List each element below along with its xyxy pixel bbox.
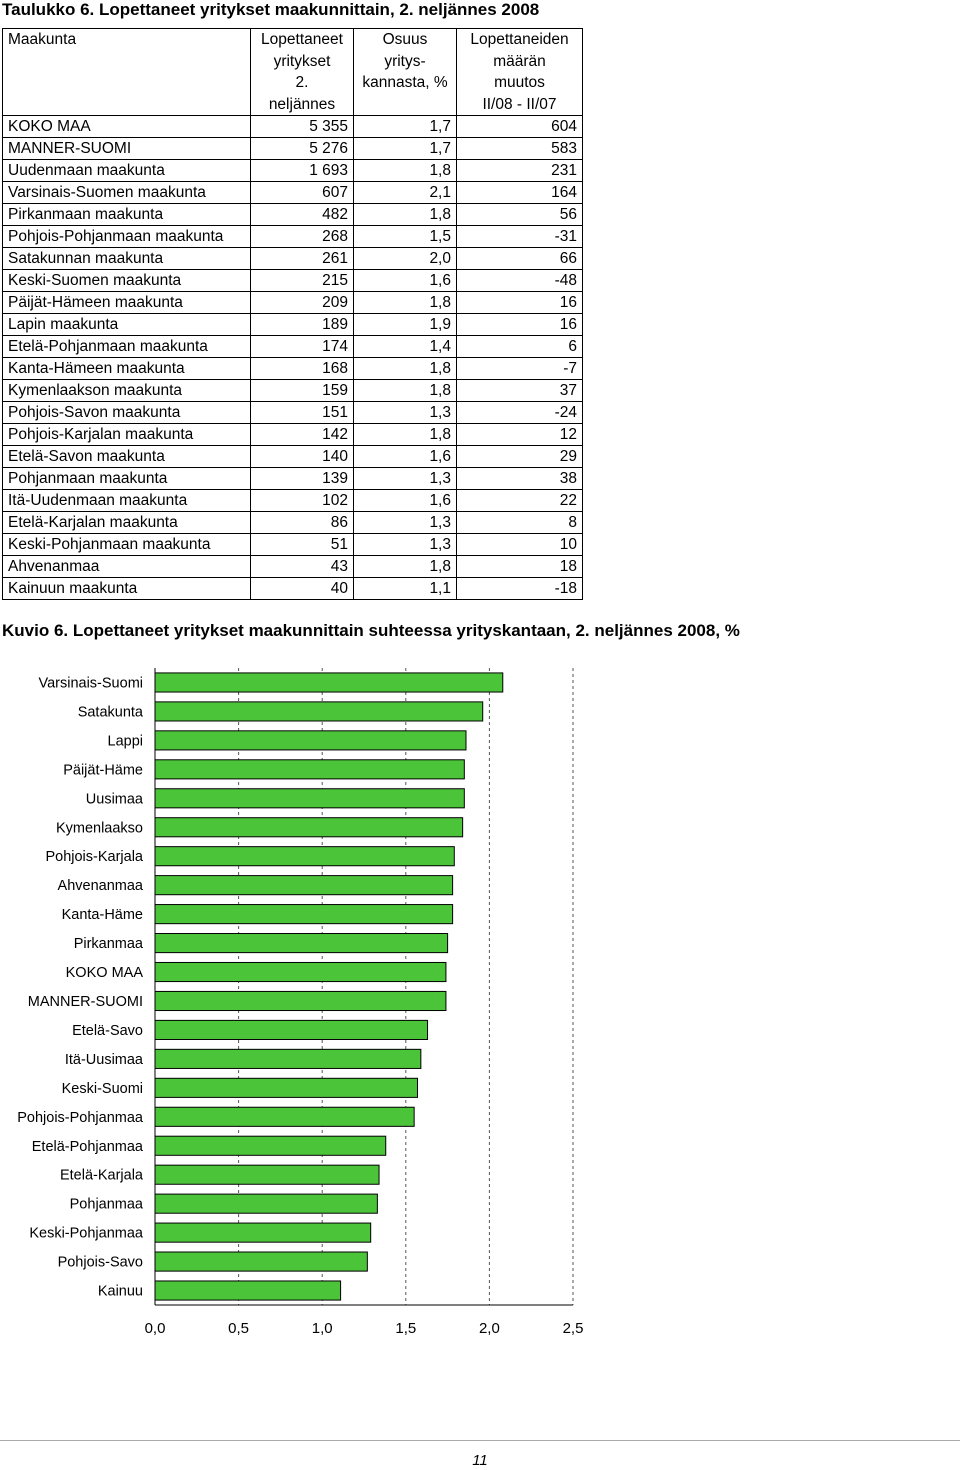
table-row <box>3 204 583 226</box>
bar <box>155 1136 386 1155</box>
cell-closed: 51 <box>251 534 354 556</box>
cell-share: 1,8 <box>354 292 457 314</box>
table-row <box>3 116 583 138</box>
cell-share: 1,8 <box>354 160 457 182</box>
cell-change: -48 <box>457 270 583 292</box>
bar <box>155 1252 367 1271</box>
x-tick-label: 2,5 <box>562 1320 584 1337</box>
page-divider <box>0 1440 960 1441</box>
cell-share: 1,8 <box>354 556 457 578</box>
header-share-line: kannasta, % <box>362 74 448 91</box>
cell-closed: 168 <box>251 358 354 380</box>
cell-share: 1,9 <box>354 314 457 336</box>
category-label: Etelä-Karjala <box>59 1167 143 1184</box>
cell-change: -18 <box>457 578 583 600</box>
cell-share: 2,0 <box>354 248 457 270</box>
cell-share: 1,4 <box>354 336 457 358</box>
table-row <box>3 248 583 270</box>
cell-region: Etelä-Pohjanmaan maakunta <box>3 336 251 358</box>
cell-region: MANNER-SUOMI <box>3 138 251 160</box>
cell-change: 231 <box>457 160 583 182</box>
category-label: Varsinais-Suomi <box>38 675 143 692</box>
header-change-line: muutos <box>494 74 545 91</box>
cell-closed: 140 <box>251 446 354 468</box>
table-row <box>3 226 583 248</box>
table-body <box>3 116 583 600</box>
x-tick-label: 2,0 <box>478 1320 500 1337</box>
cell-region: Uudenmaan maakunta <box>3 160 251 182</box>
cell-share: 1,7 <box>354 116 457 138</box>
cell-share: 1,7 <box>354 138 457 160</box>
cell-change: 583 <box>457 138 583 160</box>
cell-share: 1,6 <box>354 270 457 292</box>
x-tick-label: 0,5 <box>228 1320 250 1337</box>
cell-region: Pohjois-Karjalan maakunta <box>3 424 251 446</box>
page-number: 11 <box>472 1452 488 1469</box>
cell-share: 1,8 <box>354 204 457 226</box>
cell-share: 1,1 <box>354 578 457 600</box>
category-label: Kymenlaakso <box>55 820 143 837</box>
cell-change: 604 <box>457 116 583 138</box>
cell-share: 1,3 <box>354 468 457 490</box>
cell-change: 37 <box>457 380 583 402</box>
category-label: Ahvenanmaa <box>57 878 143 895</box>
header-change-line: II/08 - II/07 <box>482 95 557 113</box>
cell-closed: 139 <box>251 468 354 490</box>
cell-closed: 86 <box>251 512 354 534</box>
cell-share: 2,1 <box>354 182 457 204</box>
header-closed-companies <box>251 29 354 116</box>
table-row <box>3 160 583 182</box>
header-change <box>457 29 583 116</box>
table-row <box>3 292 583 314</box>
x-tick-label: 0,0 <box>144 1320 166 1337</box>
header-change-line: määrän <box>493 52 546 70</box>
cell-region: Pohjois-Pohjanmaan maakunta <box>3 226 251 248</box>
cell-closed: 5 355 <box>251 116 354 138</box>
cell-region: Etelä-Savon maakunta <box>3 446 251 468</box>
category-label: Kainuu <box>97 1283 143 1300</box>
x-tick-label: 1,5 <box>395 1320 417 1337</box>
cell-change: -24 <box>457 402 583 424</box>
cell-closed: 40 <box>251 578 354 600</box>
table-row <box>3 314 583 336</box>
cell-region: Ahvenanmaa <box>3 556 251 578</box>
category-label: Päijät-Häme <box>63 762 143 779</box>
category-label: KOKO MAA <box>65 965 143 982</box>
cell-closed: 174 <box>251 336 354 358</box>
cell-share: 1,6 <box>354 446 457 468</box>
category-label: Etelä-Pohjanmaa <box>31 1138 143 1155</box>
category-label: Pohjois-Pohjanmaa <box>17 1109 143 1126</box>
bar <box>155 962 446 981</box>
table-row <box>3 578 583 600</box>
cell-closed: 43 <box>251 556 354 578</box>
bar <box>155 702 483 721</box>
cell-region: Varsinais-Suomen maakunta <box>3 182 251 204</box>
bar <box>155 991 446 1010</box>
cell-closed: 189 <box>251 314 354 336</box>
cell-closed: 102 <box>251 490 354 512</box>
bar-chart <box>0 660 600 1350</box>
x-tick-label: 1,0 <box>311 1320 333 1337</box>
header-closed-line: neljännes <box>268 95 336 113</box>
bar <box>155 818 463 837</box>
cell-region: Kymenlaakson maakunta <box>3 380 251 402</box>
table-row <box>3 380 583 402</box>
cell-change: 22 <box>457 490 583 512</box>
cell-region: Pohjanmaan maakunta <box>3 468 251 490</box>
figure-title: Kuvio 6. Lopettaneet yritykset maakunnittain suhteessa yrityskantaan, 2. neljännes 2008, % <box>2 621 740 640</box>
cell-region: Etelä-Karjalan maakunta <box>3 512 251 534</box>
category-label: Pohjois-Savo <box>57 1254 143 1271</box>
cell-closed: 209 <box>251 292 354 314</box>
cell-share: 1,8 <box>354 380 457 402</box>
header-closed-line: yritykset <box>273 52 331 70</box>
bar <box>155 1049 421 1068</box>
bar <box>155 760 464 779</box>
cell-region: Pirkanmaan maakunta <box>3 204 251 226</box>
cell-share: 1,5 <box>354 226 457 248</box>
category-label: Etelä-Savo <box>72 1022 143 1039</box>
bar <box>155 731 466 750</box>
cell-region: Päijät-Hämeen maakunta <box>3 292 251 314</box>
category-label: Keski-Pohjanmaa <box>29 1225 143 1242</box>
category-label: MANNER-SUOMI <box>27 993 143 1010</box>
table-row <box>3 490 583 512</box>
cell-change: 29 <box>457 446 583 468</box>
category-label: Uusimaa <box>85 791 143 808</box>
category-label: Kanta-Häme <box>61 907 143 924</box>
bar <box>155 1020 428 1039</box>
header-region: Maakunta <box>3 29 251 116</box>
table-row <box>3 402 583 424</box>
category-label: Pirkanmaa <box>73 936 143 953</box>
table-row <box>3 138 583 160</box>
table-row <box>3 468 583 490</box>
cell-region: Pohjois-Savon maakunta <box>3 402 251 424</box>
category-label: Itä-Uusimaa <box>64 1051 143 1068</box>
header-change-line: Lopettaneiden <box>470 31 569 48</box>
bar <box>155 1223 371 1242</box>
cell-share: 1,6 <box>354 490 457 512</box>
cell-closed: 1 693 <box>251 160 354 182</box>
bar <box>155 789 464 808</box>
table-row <box>3 358 583 380</box>
cell-region: Keski-Pohjanmaan maakunta <box>3 534 251 556</box>
cell-share: 1,3 <box>354 534 457 556</box>
table-row <box>3 534 583 556</box>
cell-change: 56 <box>457 204 583 226</box>
cell-region: KOKO MAA <box>3 116 251 138</box>
bar <box>155 905 453 924</box>
bar <box>155 1194 377 1213</box>
cell-change: -31 <box>457 226 583 248</box>
cell-change: 12 <box>457 424 583 446</box>
table-row <box>3 336 583 358</box>
cell-closed: 482 <box>251 204 354 226</box>
table-row <box>3 512 583 534</box>
table-row <box>3 556 583 578</box>
header-share-line: Osuus <box>382 31 428 48</box>
cell-closed: 151 <box>251 402 354 424</box>
header-share <box>354 29 457 116</box>
table-row <box>3 270 583 292</box>
cell-region: Kainuun maakunta <box>3 578 251 600</box>
category-label: Pohjanmaa <box>69 1196 143 1213</box>
cell-closed: 261 <box>251 248 354 270</box>
table-row <box>3 424 583 446</box>
header-closed-line: 2. <box>295 74 309 91</box>
table-title: Taulukko 6. Lopettaneet yritykset maakunnittain, 2. neljännes 2008 <box>2 0 540 19</box>
category-label: Pohjois-Karjala <box>45 849 143 866</box>
table-header-row <box>3 29 583 116</box>
header-share-line: yritys- <box>384 52 426 70</box>
cell-change: 10 <box>457 534 583 556</box>
cell-change: 6 <box>457 336 583 358</box>
cell-share: 1,3 <box>354 402 457 424</box>
cell-region: Kanta-Hämeen maakunta <box>3 358 251 380</box>
cell-change: 18 <box>457 556 583 578</box>
cell-region: Itä-Uudenmaan maakunta <box>3 490 251 512</box>
cell-share: 1,8 <box>354 424 457 446</box>
category-label: Satakunta <box>77 704 143 721</box>
bar <box>155 673 503 692</box>
cell-closed: 215 <box>251 270 354 292</box>
cell-region: Keski-Suomen maakunta <box>3 270 251 292</box>
bar <box>155 1281 341 1300</box>
cell-closed: 268 <box>251 226 354 248</box>
cell-closed: 5 276 <box>251 138 354 160</box>
cell-change: 164 <box>457 182 583 204</box>
bar <box>155 1165 379 1184</box>
data-table <box>2 28 583 600</box>
category-label: Keski-Suomi <box>61 1080 143 1097</box>
bar <box>155 847 454 866</box>
bar <box>155 876 453 895</box>
cell-change: 8 <box>457 512 583 534</box>
cell-share: 1,3 <box>354 512 457 534</box>
table-row <box>3 446 583 468</box>
cell-change: 38 <box>457 468 583 490</box>
category-label: Lappi <box>107 733 143 750</box>
cell-change: 16 <box>457 292 583 314</box>
cell-change: 16 <box>457 314 583 336</box>
cell-region: Satakunnan maakunta <box>3 248 251 270</box>
cell-share: 1,8 <box>354 358 457 380</box>
bar <box>155 1078 418 1097</box>
cell-closed: 607 <box>251 182 354 204</box>
cell-closed: 142 <box>251 424 354 446</box>
header-closed-line: Lopettaneet <box>261 31 343 48</box>
table-row <box>3 182 583 204</box>
cell-closed: 159 <box>251 380 354 402</box>
cell-region: Lapin maakunta <box>3 314 251 336</box>
bar <box>155 1107 414 1126</box>
cell-change: -7 <box>457 358 583 380</box>
bar <box>155 934 448 953</box>
cell-change: 66 <box>457 248 583 270</box>
